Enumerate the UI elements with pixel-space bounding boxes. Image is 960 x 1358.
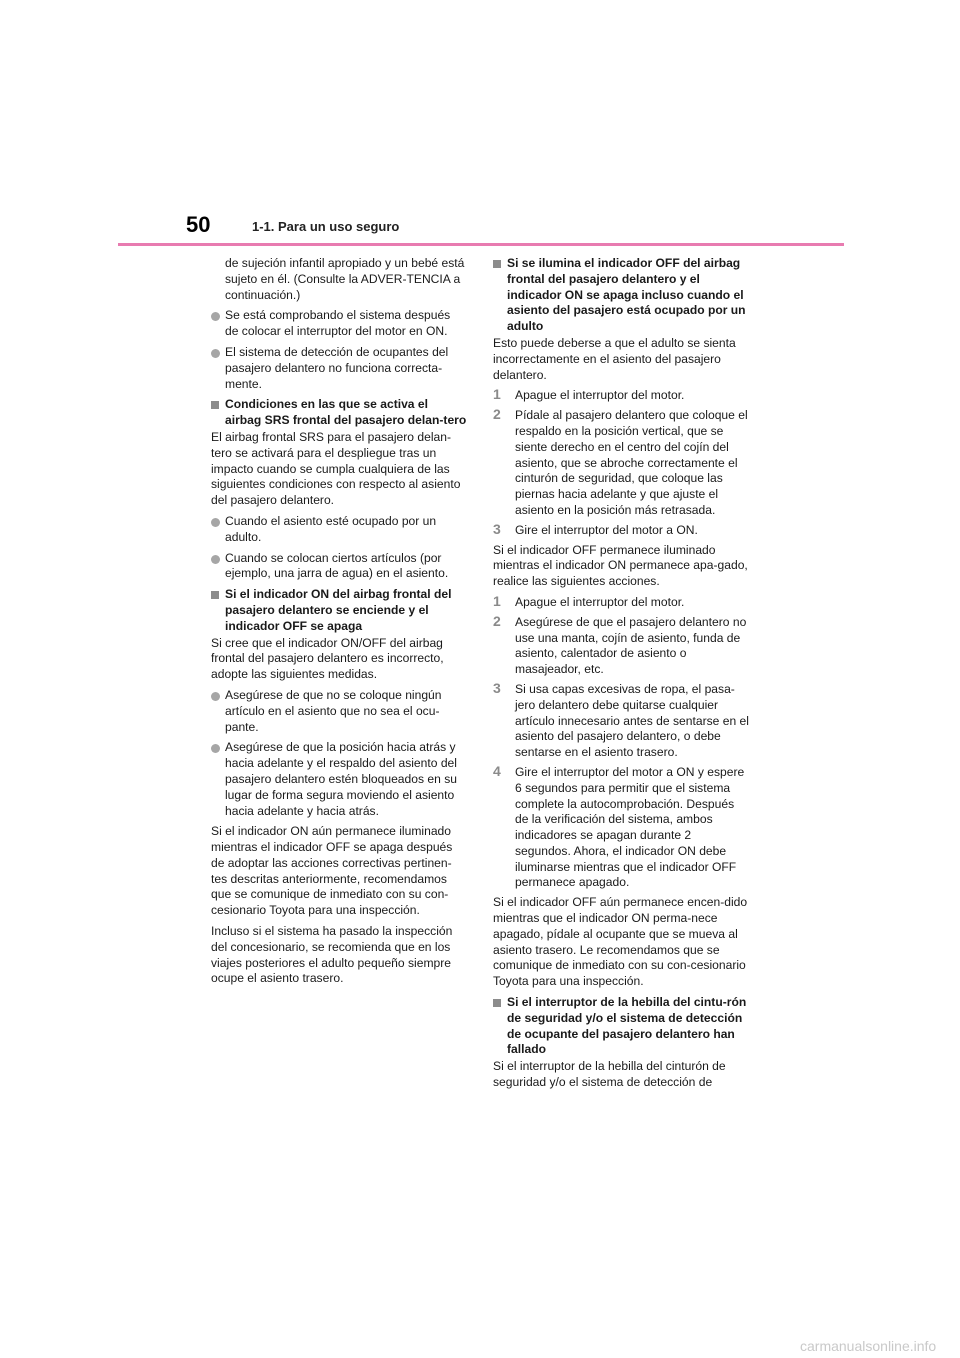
subsection-heading [211,397,467,429]
bullet-item [211,308,467,340]
bullet-dot-icon [211,744,220,753]
step-text: Pídale al pasajero delantero que coloque el respaldo en la posición vertical, que se siente derecho en el centro del cojín del asiento, que se abroche correctamente el cinturón de seguridad, que coloque las piernas hacia adelante y que ajuste el asiento en la posición más retrasada. [515,408,748,517]
page-number: 50 [186,212,211,237]
step-number: 3 [493,520,501,537]
paragraph: Si cree que el indicador ON/OFF del airbag frontal del pasajero delantero es incorrecto, adopte las siguientes medidas. [211,635,444,682]
numbered-step [493,592,749,611]
paragraph: Esto puede deberse a que el adulto se sienta incorrectamente en el asiento del pasajero delantero. [493,335,736,382]
paragraph: Si el indicador ON aún permanece iluminado mientras el indicador OFF se apaga después de adoptar las acciones correctivas pertinen-tes descritas anteriormente, recomendamos que se comunique de inmediato con su con-cesionario Toyota para una inspección. [211,824,453,918]
bullet-dot-icon [211,518,220,527]
bullet-item [211,345,467,392]
heading-text: Condiciones en las que se activa el airbag SRS frontal del pasajero delan-tero [225,397,467,428]
step-number: 4 [493,762,501,779]
numbered-step [493,762,749,891]
heading-text: Si el indicador ON del airbag frontal del pasajero delantero se enciende y el indicador OFF se apaga [225,587,452,633]
step-text: Si usa capas excesivas de ropa, el pasa-jero delantero debe quitarse cualquier artículo innecesario antes de sentarse en el asiento del pasajero delantero, o debe sentarse en el asiento trasero. [515,681,749,760]
heading-text: Si se ilumina el indicador OFF del airbag frontal del pasajero delantero y el indicador ON se apaga incluso cuando el asiento del pasajero está ocupado por un adulto [507,256,746,334]
bullet-text: Asegúrese de que la posición hacia atrás y hacia adelante y el respaldo del asiento del pasajero delantero estén bloqueados en su lugar de forma segura moviendo el asiento hacia adelante y hacia atrás. [225,740,457,818]
step-text: Gire el interruptor del motor a ON y espere 6 segundos para permitir que el sistema complete la autocomprobación. Después de la verificación del sistema, ambos indicadores se apagan durante 2 segundos. Ahora, el indicador ON debe iluminarse mientras que el indicador OFF permanece apagado. [515,764,745,890]
paragraph: Incluso si el sistema ha pasado la inspección del concesionario, se recomienda que en los viajes posteriores el adulto pequeño siempre ocupe el asiento trasero. [211,924,453,986]
right-column [493,256,749,1096]
numbered-step [493,388,749,404]
numbered-step [493,520,749,539]
numbered-step [493,679,749,761]
section-title: 1-1. Para un uso seguro [252,219,400,234]
square-bullet-icon [493,260,501,268]
bullet-item [211,551,467,583]
continued-bullet-text: de sujeción infantil apropiado y un bebé está sujeto en él. (Consulte la ADVER-TENCIA a continuación.) [225,256,465,302]
subsection-heading [493,256,749,335]
subsection-heading [211,587,467,634]
subsection-heading [493,995,749,1058]
paragraph: Si el interruptor de la hebilla del cinturón de seguridad y/o el sistema de detección de [493,1059,726,1090]
bullet-item [211,740,467,819]
numbered-step [493,408,749,519]
step-number: 2 [493,612,501,629]
step-text: Asegúrese de que el pasajero delantero no use una manta, cojín de asiento, funda de asiento, calentador de asiento o masajeador, etc. [515,614,747,677]
bullet-item [211,514,467,546]
heading-text: Si el interruptor de la hebilla del cintu-rón de seguridad y/o el sistema de detección de ocupante del pasajero delantero han fallado [507,995,747,1057]
step-number: 1 [493,592,501,609]
step-number: 1 [493,386,501,403]
step-text: Apague el interruptor del motor. [515,594,685,609]
bullet-item [211,688,467,735]
bullet-dot-icon [211,349,220,358]
step-number: 2 [493,406,501,423]
bullet-text: Asegúrese de que no se coloque ningún artículo en el asiento que no sea el ocu-pante. [225,687,442,734]
left-column [211,256,467,992]
bullet-dot-icon [211,692,220,701]
bullet-text: El sistema de detección de ocupantes del pasajero delantero no funciona correcta-mente. [225,344,449,391]
bullet-dot-icon [211,555,220,564]
step-number: 3 [493,679,501,696]
square-bullet-icon [493,999,501,1007]
paragraph: Si el indicador OFF permanece iluminado mientras el indicador ON permanece apa-gado, realice las siguientes acciones. [493,542,748,589]
watermark-text: carmanualsonline.info [800,1338,937,1354]
paragraph: Si el indicador OFF aún permanece encen-dido mientras que el indicador ON perma-nece apagado, pídale al ocupante que se mueva al asiento trasero. Le recomendamos que se comunique de inmediato con su con-cesionario Toyota para una inspección. [493,895,748,989]
numbered-step [493,612,749,678]
bullet-text: Cuando el asiento esté ocupado por un adulto. [225,513,437,544]
bullet-dot-icon [211,312,220,321]
header-rule [118,243,844,246]
square-bullet-icon [211,401,219,409]
step-text: Gire el interruptor del motor a ON. [515,522,698,537]
bullet-text: Se está comprobando el sistema después de colocar el interruptor del motor en ON. [225,308,451,339]
square-bullet-icon [211,591,219,599]
paragraph: El airbag frontal SRS para el pasajero delan-tero se activará para el despliegue tras un impacto cuando se cumpla cualquiera de las siguientes condiciones con respecto al asiento del pasajero delantero. [211,429,461,508]
step-text: Apague el interruptor del motor. [515,388,685,403]
bullet-text: Cuando se colocan ciertos artículos (por ejemplo, una jarra de agua) en el asiento. [225,550,449,581]
